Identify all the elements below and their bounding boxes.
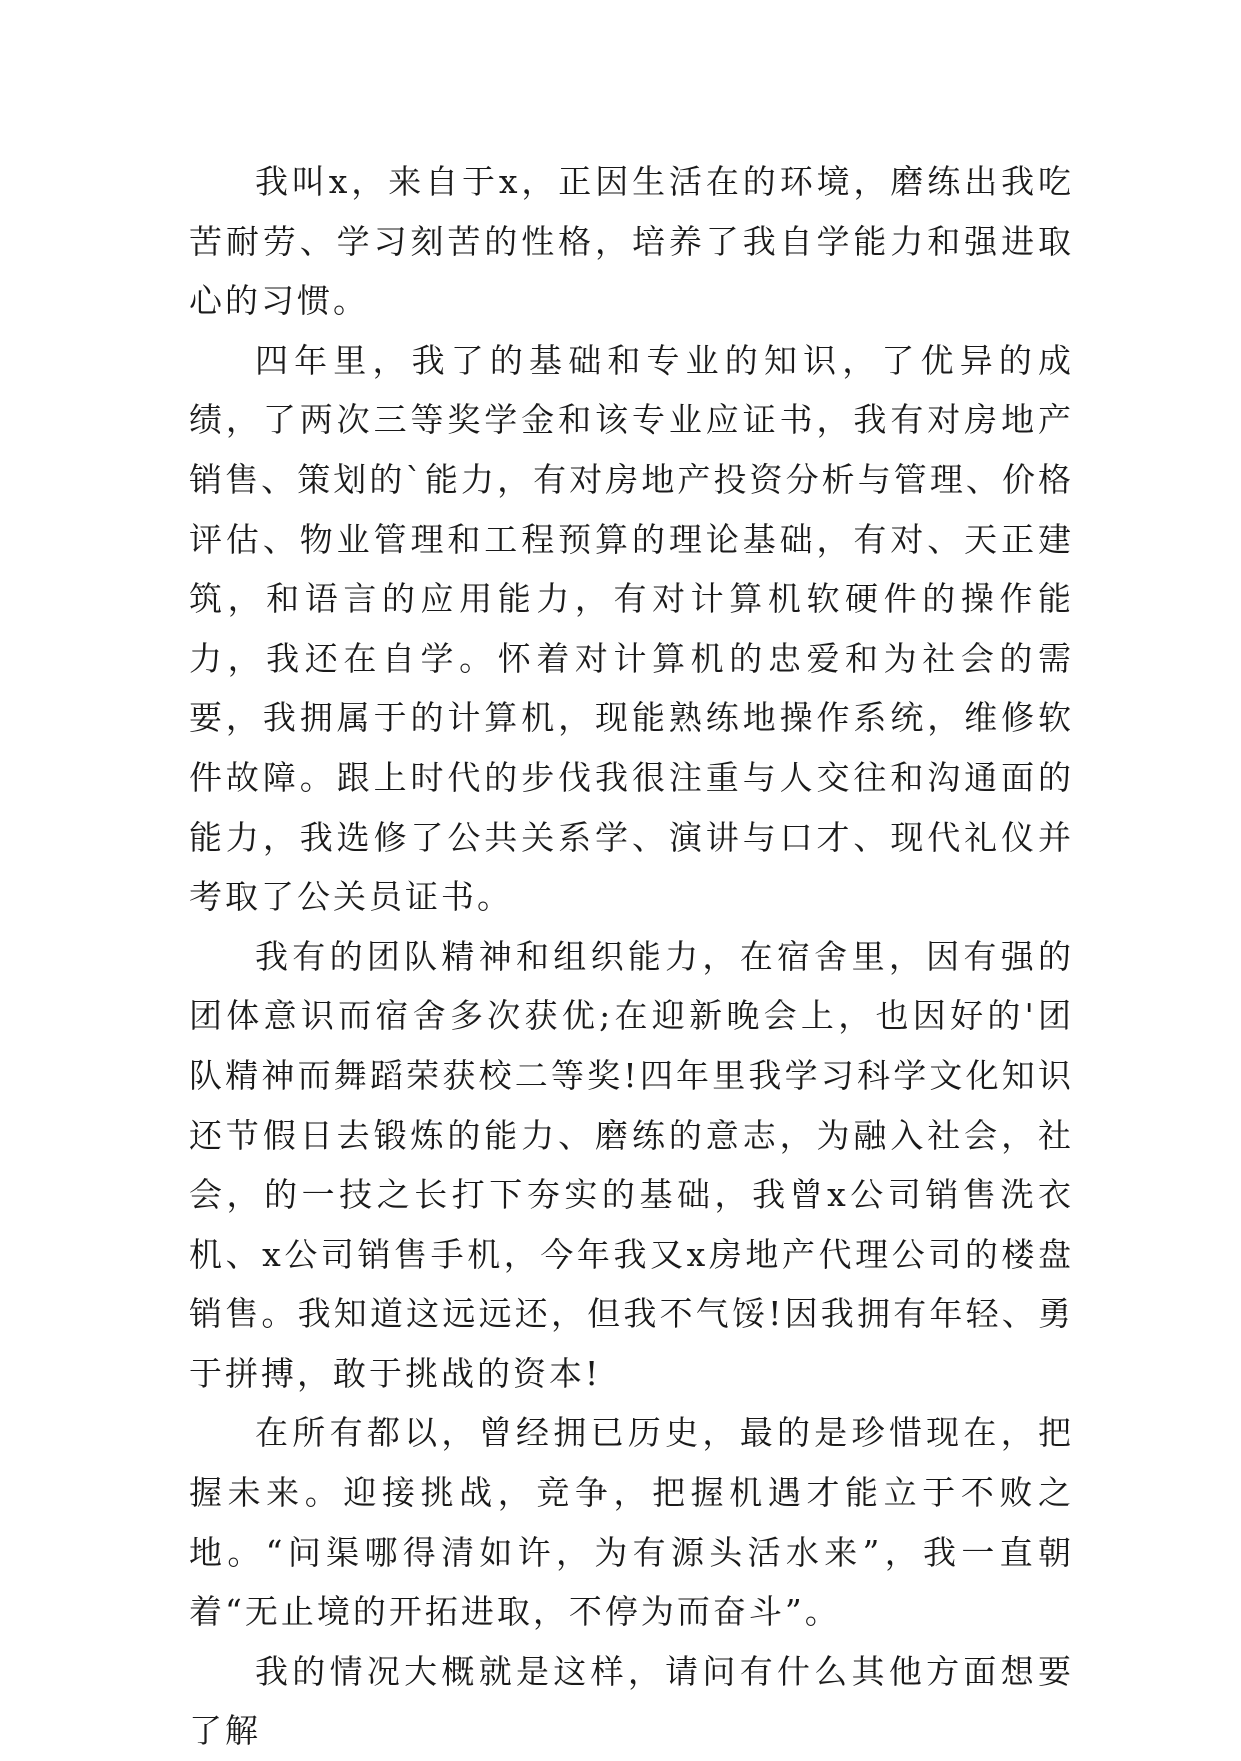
paragraph-closing: 我的情况大概就是这样，请问有什么其他方面想要了解 xyxy=(189,1651,1074,1751)
paragraph-introduction: 我叫x，来自于x，正因生活在的环境，磨练出我吃苦耐劳、学习刻苦的性格，培养了我自学能力和强进取心的习惯。 xyxy=(189,162,1074,321)
paragraph-outlook: 在所有都以，曾经拥已历史，最的是珍惜现在，把握未来。迎接挑战，竞争，把握机遇才能立于不败之地。“问渠哪得清如许，为有源头活水来”，我一直朝着“无止境的开拓进取，不停为而奋斗”。 xyxy=(189,1413,1074,1632)
paragraph-teamwork: 我有的团队精神和组织能力，在宿舍里，因有强的团体意识而宿舍多次获优;在迎新晚会上，也因好的'团队精神而舞蹈荣获校二等奖!四年里我学习科学文化知识还节假日去锻炼的能力、磨练的意志，为融入社会，社会，的一技之长打下夯实的基础，我曾x公司销售洗衣机、x公司销售手机，今年我又x房地产代理公司的楼盘销售。我知道这远远还，但我不气馁!因我拥有年轻、勇于拼搏，敢于挑战的资本! xyxy=(189,936,1074,1393)
paragraph-studies: 四年里，我了的基础和专业的知识，了优异的成绩，了两次三等奖学金和该专业应证书，我有对房地产销售、策划的`能力，有对房地产投资分析与管理、价格评估、物业管理和工程预算的理论基础，有对、天正建筑，和语言的应用能力，有对计算机软硬件的操作能力，我还在自学。怀着对计算机的忠爱和为社会的需要，我拥属于的计算机，现能熟练地操作系统，维修软件故障。跟上时代的步伐我很注重与人交往和沟通面的能力，我选修了公共关系学、演讲与口才、现代礼仪并考取了公关员证书。 xyxy=(189,340,1074,917)
document-body xyxy=(189,152,1074,1761)
